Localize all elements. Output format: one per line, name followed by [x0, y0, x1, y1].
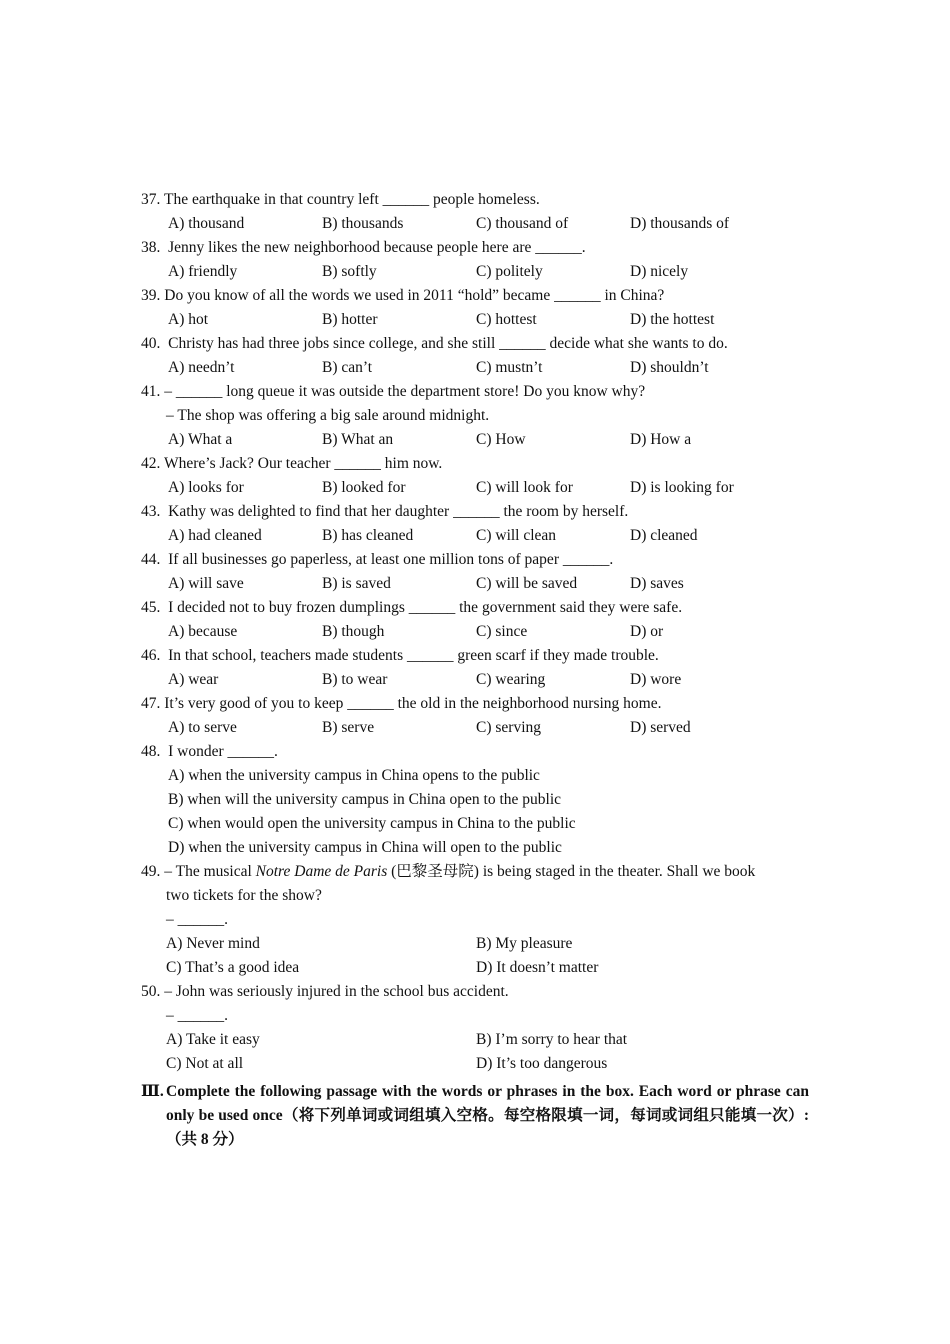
- section-numeral: Ⅲ.: [141, 1083, 164, 1100]
- question-49: 49. – The musical Notre Dame de Paris (巴黎圣母院) is being staged in the theater. Shall we book: [141, 863, 756, 880]
- option: C) Not at all: [166, 1055, 244, 1072]
- option: A) friendly: [168, 263, 238, 280]
- option: D) How a: [630, 431, 692, 448]
- option: D) wore: [630, 671, 682, 688]
- option: A) Never mind: [166, 935, 260, 952]
- option: C) when would open the university campus in China to the public: [168, 815, 576, 832]
- option: C) That’s a good idea: [166, 959, 300, 976]
- question-45: 45. I decided not to buy frozen dumplings ______ the government said they were safe.: [141, 599, 683, 616]
- option: C) wearing: [476, 671, 546, 688]
- option: D) saves: [630, 575, 684, 592]
- option: C) will look for: [476, 479, 573, 496]
- option: A) thousand: [168, 215, 245, 232]
- option: A) had cleaned: [168, 527, 262, 544]
- question-43: 43. Kathy was delighted to find that her daughter ______ the room by herself.: [141, 503, 629, 520]
- option: D) or: [630, 623, 664, 640]
- option: B) My pleasure: [476, 935, 573, 952]
- question-49-reply: – ______.: [166, 911, 228, 928]
- option: A) when the university campus in China opens to the public: [168, 767, 540, 784]
- option: B) serve: [322, 719, 375, 736]
- option: A) wear: [168, 671, 219, 688]
- option: D) when the university campus in China will open to the public: [168, 839, 562, 856]
- option: B) hotter: [322, 311, 378, 328]
- option: D) shouldn’t: [630, 359, 709, 376]
- option: C) serving: [476, 719, 542, 736]
- option: B) has cleaned: [322, 527, 414, 544]
- option: C) hottest: [476, 311, 537, 328]
- option: B) thousands: [322, 215, 404, 232]
- question-50-reply: – ______.: [166, 1007, 228, 1024]
- option: C) will be saved: [476, 575, 578, 592]
- option: D) the hottest: [630, 311, 715, 328]
- option: B) softly: [322, 263, 377, 280]
- option: A) hot: [168, 311, 209, 328]
- option: D) is looking for: [630, 479, 734, 496]
- option: A) looks for: [168, 479, 244, 496]
- option: B) is saved: [322, 575, 391, 592]
- section-text: Complete the following passage with the words or phrases in the box. Each word or phrase can only be used once（将下列单词或词组填入空格。每空格限填一词，每词或词组只能填一次）:（共 8 分）: [166, 1083, 809, 1148]
- option: B) to wear: [322, 671, 388, 688]
- option: A) Take it easy: [166, 1031, 260, 1048]
- option: C) mustn’t: [476, 359, 543, 376]
- section-3-instructions: [141, 1080, 809, 1152]
- question-41-reply: – The shop was offering a big sale around midnight.: [166, 407, 490, 424]
- option: A) to serve: [168, 719, 237, 736]
- option: D) thousands of: [630, 215, 730, 232]
- option: B) though: [322, 623, 385, 640]
- question-48: 48. I wonder ______.: [141, 743, 278, 760]
- option: D) It’s too dangerous: [476, 1055, 608, 1072]
- question-44: 44. If all businesses go paperless, at least one million tons of paper ______.: [141, 551, 614, 568]
- question-40: 40. Christy has had three jobs since college, and she still ______ decide what she wants to do.: [141, 335, 728, 352]
- option: A) will save: [168, 575, 244, 592]
- option: A) What a: [168, 431, 233, 448]
- question-37: 37. The earthquake in that country left ______ people homeless.: [141, 191, 540, 208]
- question-47: 47. It’s very good of you to keep ______ the old in the neighborhood nursing home.: [141, 695, 662, 712]
- option: A) because: [168, 623, 238, 640]
- option: D) It doesn’t matter: [476, 959, 599, 976]
- option: A) needn’t: [168, 359, 235, 376]
- option: B) when will the university campus in China open to the public: [168, 791, 562, 808]
- option: D) served: [630, 719, 691, 736]
- question-46: 46. In that school, teachers made students ______ green scarf if they made trouble.: [141, 647, 659, 664]
- option: B) I’m sorry to hear that: [476, 1031, 628, 1048]
- option: C) How: [476, 431, 526, 448]
- option: D) cleaned: [630, 527, 698, 544]
- option: B) can’t: [322, 359, 373, 376]
- question-49-cont: two tickets for the show?: [166, 887, 322, 904]
- option: B) looked for: [322, 479, 406, 496]
- option: C) thousand of: [476, 215, 569, 232]
- option: D) nicely: [630, 263, 689, 280]
- question-38: 38. Jenny likes the new neighborhood because people here are ______.: [141, 239, 586, 256]
- option: C) will clean: [476, 527, 557, 544]
- option: C) since: [476, 623, 528, 640]
- musical-title: Notre Dame de Paris: [255, 863, 388, 880]
- option: B) What an: [322, 431, 394, 448]
- option: C) politely: [476, 263, 543, 280]
- question-39: 39. Do you know of all the words we used in 2011 “hold” became ______ in China?: [141, 287, 665, 304]
- question-41: 41. – ______ long queue it was outside the department store! Do you know why?: [141, 383, 646, 400]
- question-42: 42. Where’s Jack? Our teacher ______ him now.: [141, 455, 443, 472]
- question-50: 50. – John was seriously injured in the school bus accident.: [141, 983, 509, 1000]
